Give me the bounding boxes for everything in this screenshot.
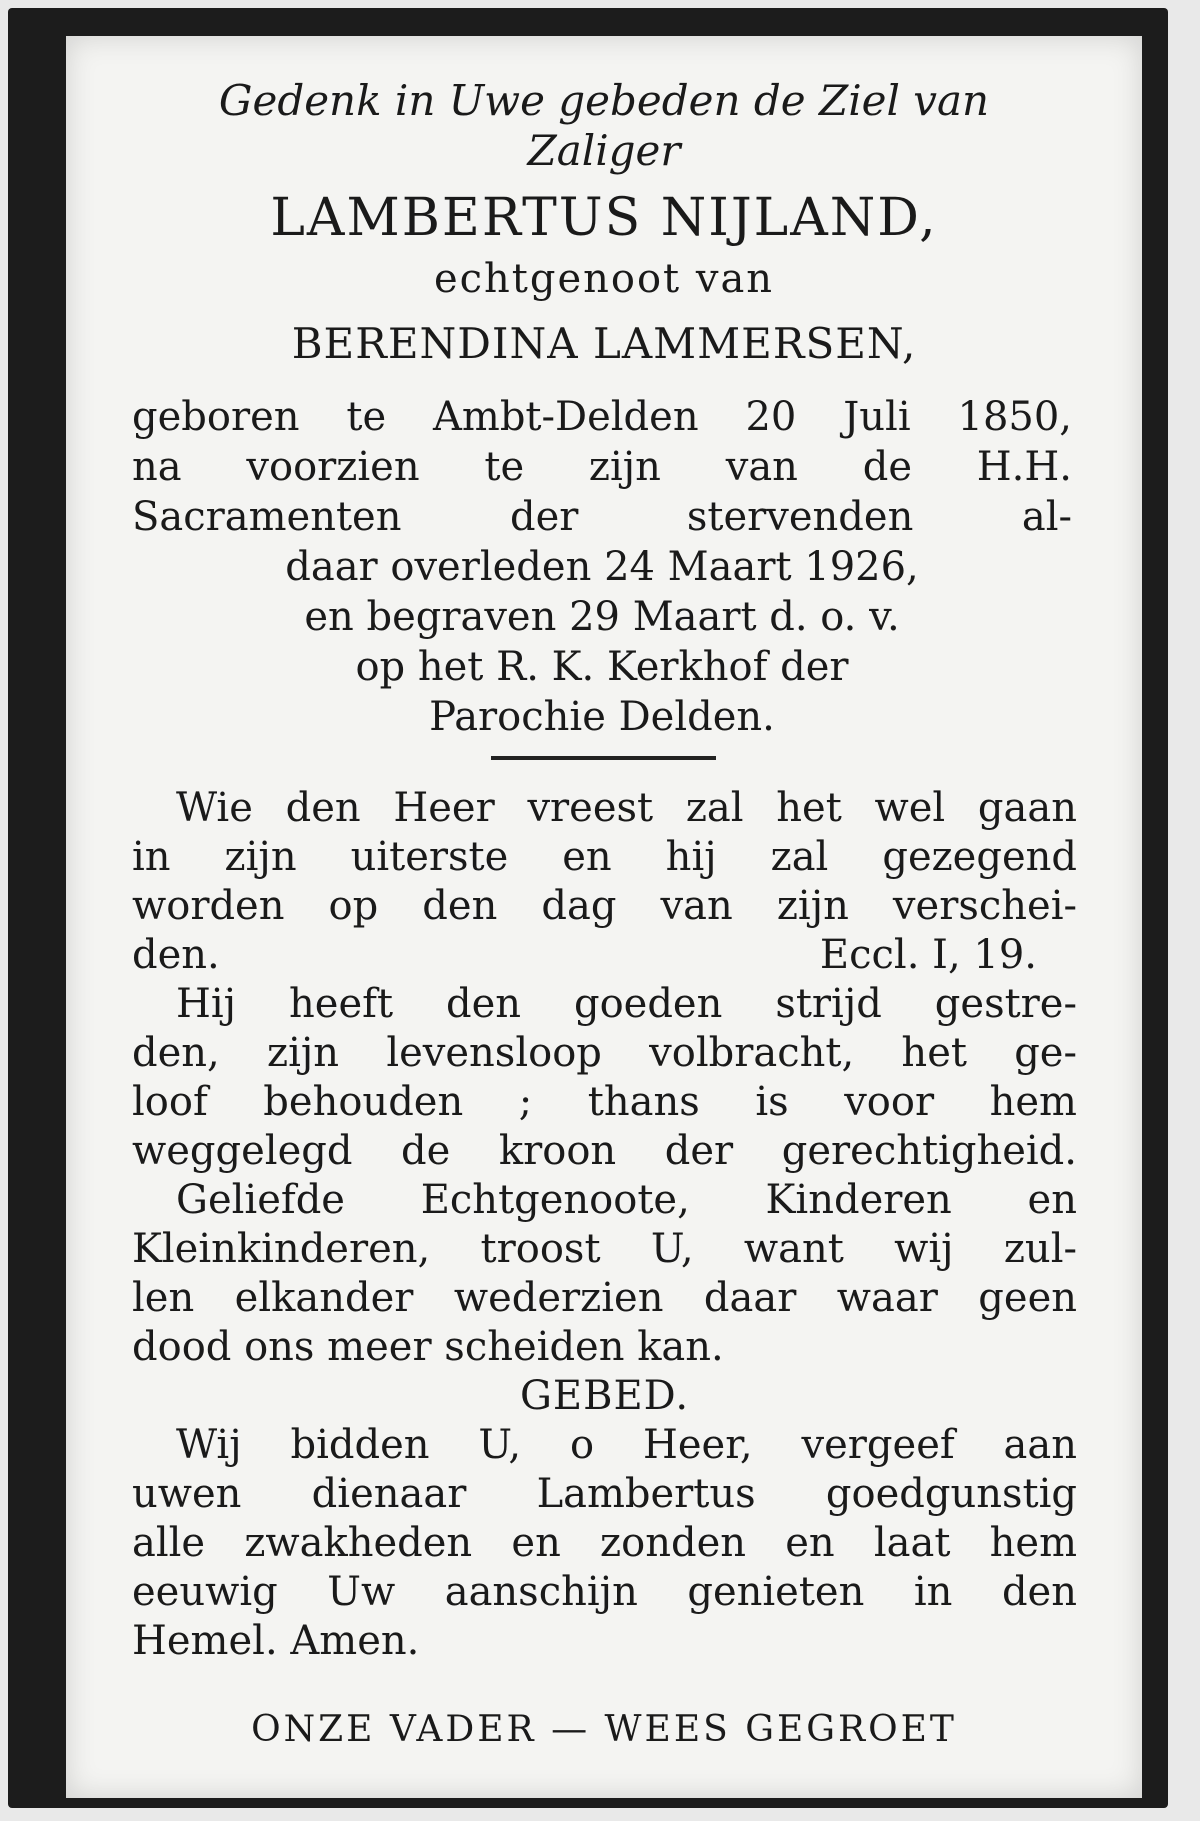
spouse-name: BERENDINA LAMMERSEN, — [291, 319, 917, 368]
paragraph-line: den, zijn levensloop volbracht, het ge- — [132, 1030, 1077, 1076]
paragraph-line: weggelegd de kroon der gerechtigheid. — [132, 1128, 1077, 1174]
verse-reference: Eccl. I, 19. — [819, 932, 1037, 978]
intro-line: Zaliger — [527, 126, 681, 175]
bio-line: Parochie Delden. — [429, 694, 775, 740]
intro-text — [66, 76, 1142, 176]
paragraph-line: Geliefde Echtgenoote, Kinderen en — [176, 1177, 1077, 1223]
verse-line: worden op den dag van zijn verschei- — [132, 883, 1077, 929]
bio-line: Sacramenten der stervenden al- — [132, 494, 1072, 540]
verse-line: Wie den Heer vreest zal het wel gaan — [176, 785, 1077, 831]
bio-line: na voorzien te zijn van de H.H. — [132, 444, 1072, 490]
prayer-title: GEBED. — [519, 1373, 690, 1419]
paragraph-line: Hij heeft den goeden strijd gestre- — [176, 981, 1077, 1027]
biography — [132, 392, 1072, 742]
paragraph-line: Kleinkinderen, troost U, want wij zul- — [132, 1226, 1077, 1272]
bio-line: en begraven 29 Maart d. o. v. — [304, 594, 900, 640]
deceased-name: LAMBERTUS NIJLAND, — [270, 188, 938, 248]
prayer-line: Wij bidden U, o Heer, vergeef aan — [176, 1422, 1077, 1468]
paragraph-line: loof behouden ; thans is voor hem — [132, 1079, 1077, 1125]
bio-line: geboren te Ambt-Delden 20 Juli 1850, — [132, 394, 1072, 440]
spouse-intro: echtgenoot van — [433, 256, 775, 302]
verse-last-line — [132, 931, 1077, 980]
prayer-line: uwen dienaar Lambertus goedgunstig — [132, 1471, 1077, 1517]
verse-line: in zijn uiterste en hij zal gezegend — [132, 834, 1077, 880]
card-paper — [66, 36, 1142, 1798]
bio-line: daar overleden 24 Maart 1926, — [285, 544, 919, 590]
closing-prayers: ONZE VADER — WEES GEGROET — [251, 1709, 957, 1750]
paragraph-line: dood ons meer scheiden kan. — [132, 1324, 724, 1370]
prayer-line: alle zwakheden en zonden en laat hem — [132, 1520, 1077, 1566]
prayer-line: Hemel. Amen. — [132, 1618, 420, 1664]
divider — [491, 756, 716, 760]
memorial-card — [8, 8, 1168, 1808]
verse-line-end: den. — [132, 932, 220, 978]
prayer-line: eeuwig Uw aanschijn genieten in den — [132, 1569, 1077, 1615]
paragraph-line: len elkander wederzien daar waar geen — [132, 1275, 1077, 1321]
intro-line: Gedenk in Uwe gebeden de Ziel van — [218, 76, 990, 125]
bio-line: op het R. K. Kerkhof der — [355, 644, 849, 690]
card-body — [132, 784, 1077, 1666]
